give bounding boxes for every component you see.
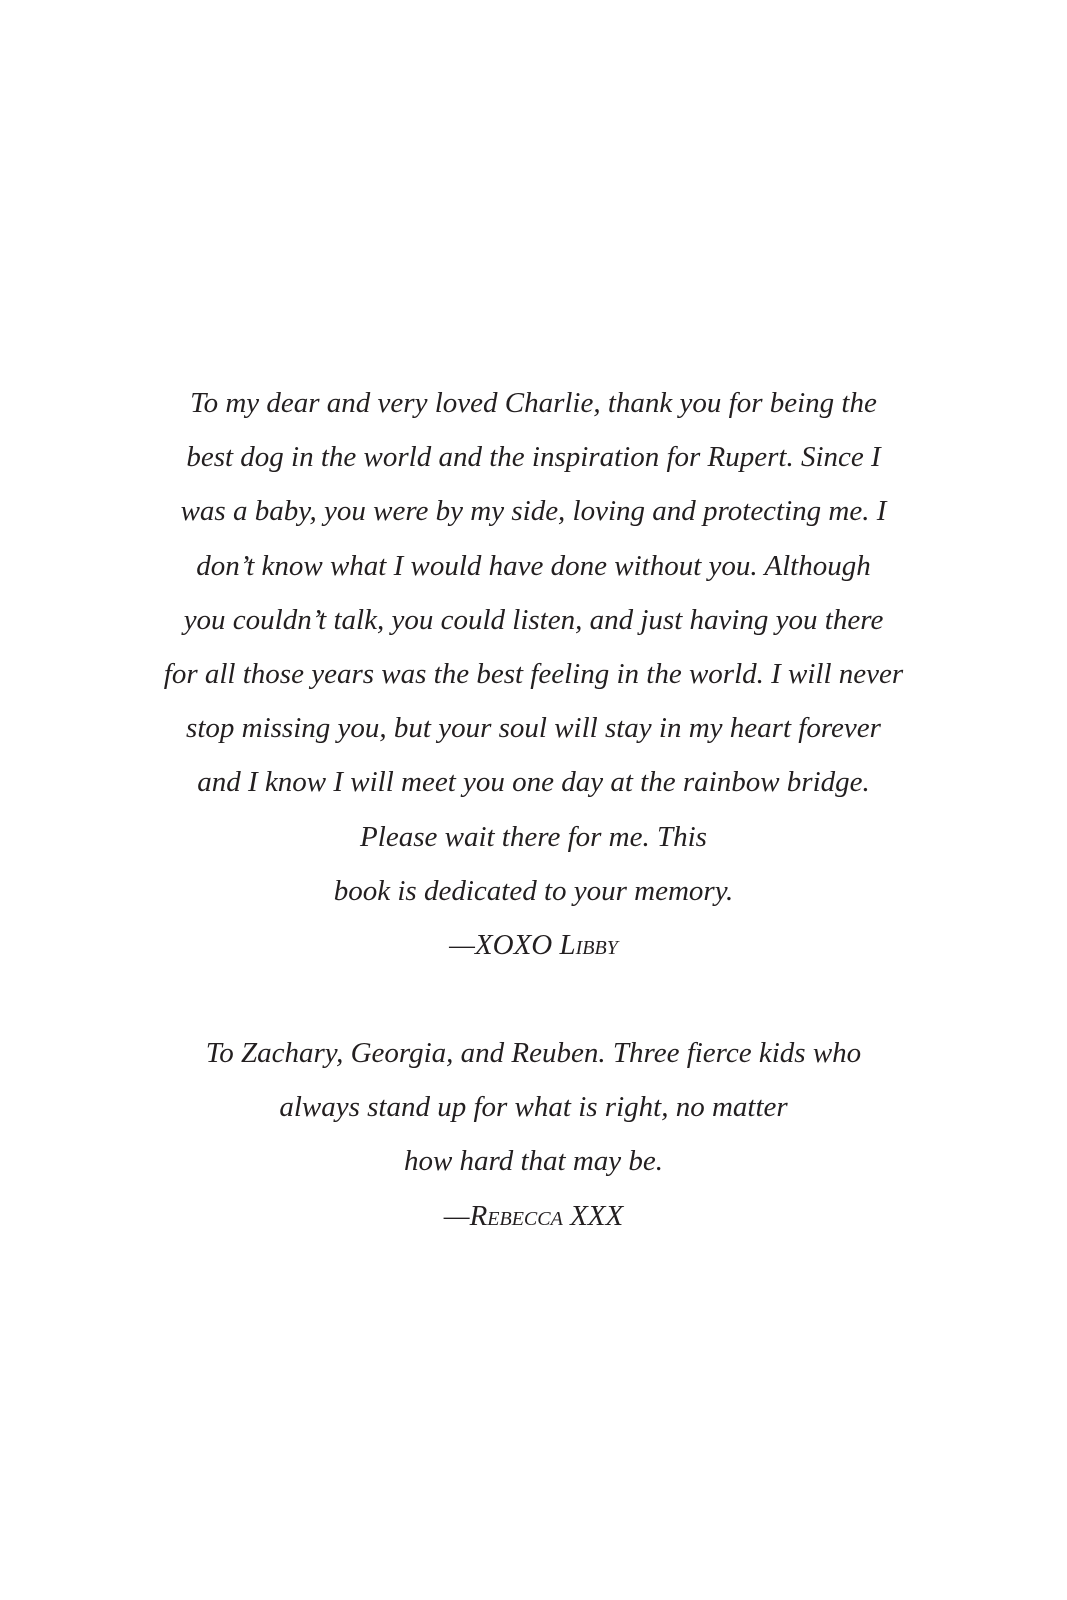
dedication-line: To my dear and very loved Charlie, thank you for being the xyxy=(190,387,877,419)
dedication-line: To Zachary, Georgia, and Reuben. Three fierce kids who xyxy=(205,1037,862,1069)
signature-prefix: —XOXO xyxy=(449,928,560,961)
dedication-rebecca xyxy=(0,1026,1067,1243)
dedication-line: don’t know what I would have done without you. Although xyxy=(196,549,871,582)
dedication-line: was a baby, you were by my side, loving and protecting me. I xyxy=(180,495,887,528)
dedication-line: book is dedicated to your memory. xyxy=(333,874,734,907)
signature-name: Rebecca xyxy=(469,1199,563,1232)
dedication-line: Please wait there for me. This xyxy=(360,820,707,853)
dedication-line: and I know I will meet you one day at the rainbow bridge. xyxy=(197,766,870,799)
dedication-line: how hard that may be. xyxy=(403,1145,664,1178)
dedication-line: always stand up for what is right, no matter xyxy=(279,1091,788,1124)
dedication-line: stop missing you, but your soul will stay in my heart forever xyxy=(186,712,881,745)
signature-libby xyxy=(0,918,1067,972)
dedication-libby xyxy=(0,376,1067,972)
signature-suffix: XXX xyxy=(562,1199,624,1232)
dedication-line: for all those years was the best feeling in the world. I will never xyxy=(163,657,904,690)
signature-prefix: — xyxy=(443,1199,470,1232)
signature-name: Libby xyxy=(559,928,618,961)
dedication-line: you couldn’t talk, you could listen, and just having you there xyxy=(183,603,884,636)
dedication-line: best dog in the world and the inspiration for Rupert. Since I xyxy=(186,441,881,474)
signature-rebecca xyxy=(0,1189,1067,1243)
